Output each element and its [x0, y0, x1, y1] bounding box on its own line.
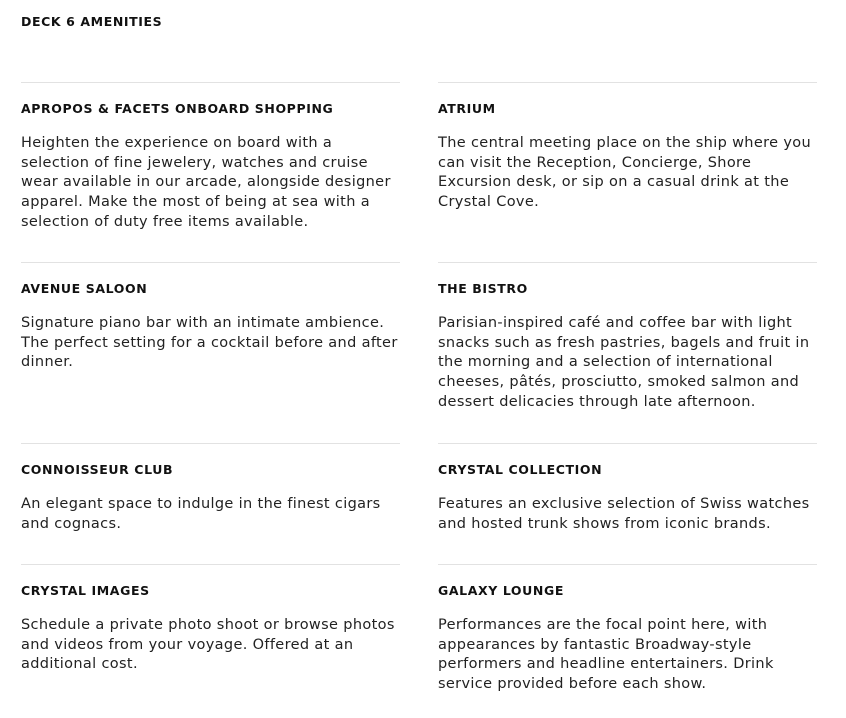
amenity-description: Parisian-inspired café and coffee bar with light snacks such as fresh pastries, bagels and fruit in the morning and a selection of international cheeses, pâtés, prosciutto, smoked salmon and dessert delicacies through late afternoon.	[438, 315, 810, 410]
amenity-card-crystal-collection	[438, 443, 817, 564]
amenity-title: CRYSTAL COLLECTION	[438, 462, 603, 477]
amenity-card-galaxy-lounge	[438, 564, 817, 714]
amenity-card-crystal-images	[21, 564, 400, 714]
amenity-card-the-bistro	[438, 262, 817, 443]
amenity-card-connoisseur-club	[21, 443, 400, 564]
amenity-title: APROPOS & FACETS ONBOARD SHOPPING	[21, 101, 334, 116]
amenity-title: CONNOISSEUR CLUB	[21, 462, 174, 477]
amenity-description: The central meeting place on the ship where you can visit the Reception, Concierge, Shore Excursion desk, or sip on a casual drink at the Crystal Cove.	[438, 135, 812, 211]
amenity-card-apropos-facets	[21, 82, 400, 262]
amenity-title: ATRIUM	[438, 101, 496, 116]
amenities-grid	[21, 82, 817, 714]
amenity-description: An elegant space to indulge in the finest cigars and cognacs.	[21, 496, 381, 532]
amenity-description: Signature piano bar with an intimate ambience. The perfect setting for a cocktail before and after dinner.	[21, 315, 398, 371]
amenity-card-atrium	[438, 82, 817, 262]
page-title: DECK 6 AMENITIES	[21, 14, 163, 29]
amenity-title: CRYSTAL IMAGES	[21, 583, 150, 598]
amenity-description: Schedule a private photo shoot or browse photos and videos from your voyage. Offered at an additional cost.	[21, 617, 395, 673]
amenity-title: THE BISTRO	[438, 281, 528, 296]
amenity-title: AVENUE SALOON	[21, 281, 148, 296]
amenity-description: Performances are the focal point here, with appearances by fantastic Broadway-style performers and headline entertainers. Drink service provided before each show.	[438, 617, 774, 693]
amenity-card-avenue-saloon	[21, 262, 400, 443]
amenity-description: Features an exclusive selection of Swiss watches and hosted trunk shows from iconic brands.	[438, 496, 810, 532]
amenity-title: GALAXY LOUNGE	[438, 583, 564, 598]
amenity-description: Heighten the experience on board with a selection of fine jewelery, watches and cruise wear available in our arcade, alongside designer apparel. Make the most of being at sea with a selection of duty free items available.	[21, 135, 391, 230]
